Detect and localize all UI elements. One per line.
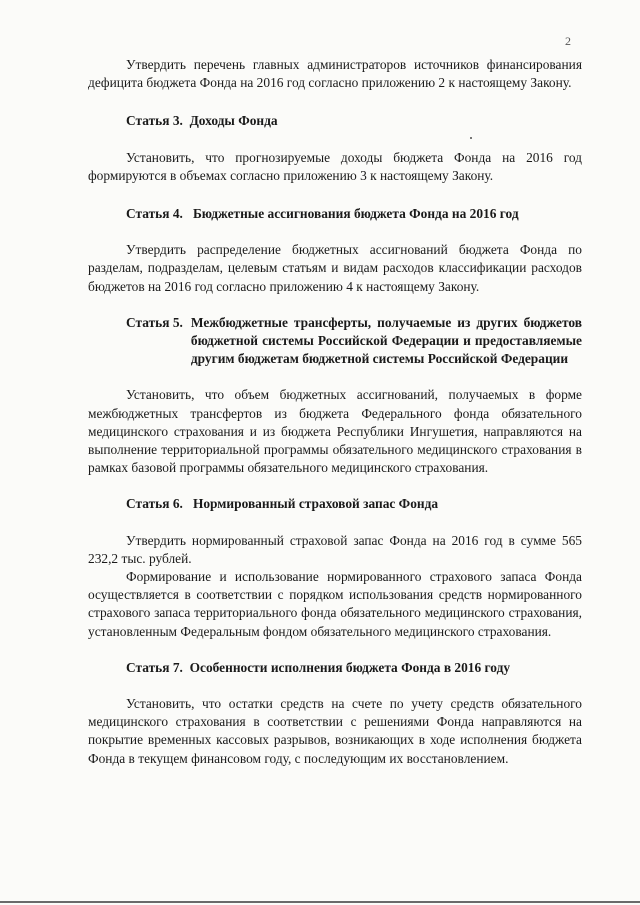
paragraph-reserve-usage: Формирование и использование нормированного страхового запаса Фонда осуществляется в соответствии с порядком использования средств нормированного страхового запаса территориального фонда обязательного медицинского страхования, установленным Федеральным фондом обязательного медицинского страхования. bbox=[88, 569, 582, 639]
article-number: Статья 6. bbox=[126, 496, 183, 512]
article-4-heading bbox=[88, 205, 582, 223]
article-7-heading bbox=[88, 659, 582, 677]
paragraph-reserve-amount: Утвердить нормированный страховой запас Фонда на 2016 год в сумме 565 232,2 тыс. рублей. bbox=[88, 532, 582, 566]
paragraph-allocations: Утвердить распределение бюджетных ассигнований бюджета Фонда по разделам, подразделам, целевым статьям и видам расходов классификации расходов бюджетов на 2016 год согласно приложению 4 к настоящему Закону. bbox=[88, 242, 582, 294]
page-bottom-edge bbox=[0, 901, 640, 903]
article-5-heading bbox=[88, 314, 582, 369]
article-title: Бюджетные ассигнования бюджета Фонда на 2016 год bbox=[192, 206, 519, 222]
article-number: Статья 7. bbox=[126, 659, 183, 675]
article-title: Особенности исполнения бюджета Фонда в 2016 году bbox=[189, 659, 511, 675]
paragraph-cash-gaps: Установить, что остатки средств на счете по учету средств обязательного медицинского страхования в соответствии с решениями Фонда направляются на покрытие временных кассовых разрывов, возникающих в ходе исполнения бюджета Фонда в текущем финансовом году, с последующим их восстановлением. bbox=[88, 696, 582, 766]
page-number: 2 bbox=[565, 34, 571, 48]
document-body bbox=[88, 56, 582, 768]
paragraph-revenues: Установить, что прогнозируемые доходы бюджета Фонда на 2016 год формируются в объемах согласно приложению 3 к настоящему Закону. bbox=[88, 149, 582, 183]
article-title: Доходы Фонда bbox=[189, 113, 278, 129]
article-3-heading bbox=[88, 112, 582, 130]
article-number: Статья 4. bbox=[126, 206, 183, 222]
article-title: Нормированный страховой запас Фонда bbox=[192, 496, 439, 512]
paragraph-transfers: Установить, что объем бюджетных ассигнований, получаемых в форме межбюджетных трансфертов из бюджета Федерального фонда обязательного медицинского страхования и из бюджета Республики Ингушетия, направляются на выполнение территориальной программы обязательного медицинского страхования в рамках базовой программы обязательного медицинского страхования. bbox=[88, 387, 582, 476]
article-6-heading bbox=[88, 495, 582, 513]
article-number: Статья 3. bbox=[126, 113, 183, 129]
article-title: Межбюджетные трансферты, получаемые из других бюджетов бюджетной системы Российской Федерации и предоставляемые другим бюджетам бюджетной системы Российской Федерации bbox=[190, 314, 582, 367]
article-number: Статья 5. bbox=[126, 314, 183, 330]
paragraph-appendix-2: Утвердить перечень главных администраторов источников финансирования дефицита бюджета Фонда на 2016 год согласно приложению 2 к настоящему Закону. bbox=[88, 57, 582, 91]
